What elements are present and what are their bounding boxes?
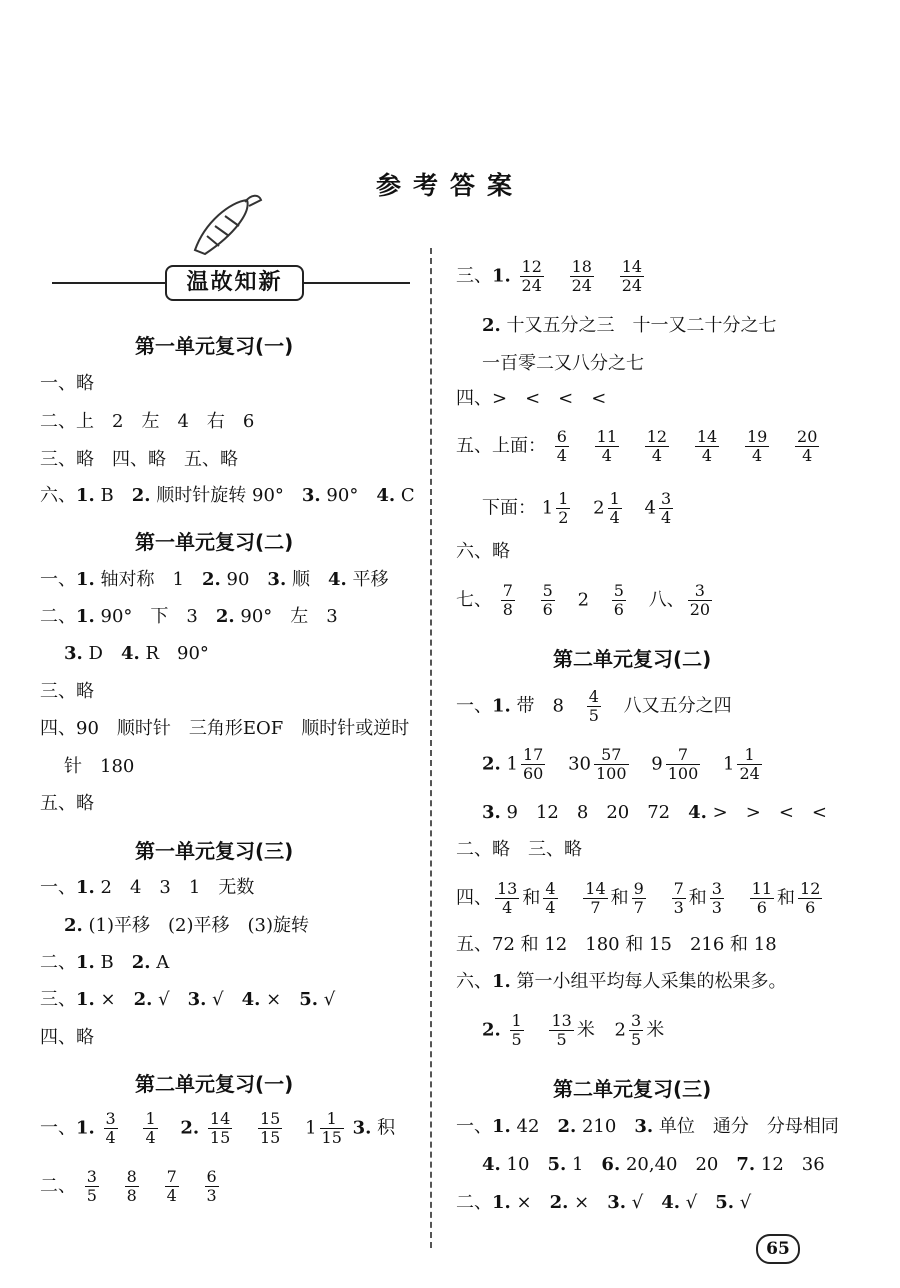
fraction: $\frac{12}{6}$ <box>800 879 821 917</box>
fraction: $\frac{5}{6}$ <box>613 581 624 619</box>
answer-line: 三、略 <box>40 681 94 702</box>
section-heading: 第二单元复习(三) <box>553 1077 712 1101</box>
answer-line: 下面： 1 $\frac{1}{2}$ 2 $\frac{1}{4}$ 4 $\frac{3}{4}$ <box>482 489 672 527</box>
fraction: $\frac{1}{24}$ <box>739 745 760 783</box>
fraction: $\frac{3}{4}$ <box>105 1109 116 1147</box>
fraction: $\frac{1}{15}$ <box>321 1109 342 1147</box>
answer-line: 一、1. $\frac{3}{4}$ $\frac{1}{4}$ 2. $\frac{14}{15}$ $\frac{15}{15}$ 1 $\frac{1}{15}$ 3. 积 <box>40 1109 396 1147</box>
answer-line: 二、1. B 2. A <box>40 952 170 973</box>
answer-line: 2. $\frac{1}{5}$ $\frac{13}{5}$ 米 2 $\frac{3}{5}$ 米 <box>482 1011 665 1049</box>
answer-line: 五、上面： $\frac{6}{4}$ $\frac{11}{4}$ $\frac{12}{4}$ $\frac{14}{4}$ $\frac{19}{4}$ $\frac{20}{4}$ <box>456 427 818 465</box>
fraction: $\frac{3}{3}$ <box>711 879 722 917</box>
section-heading: 第二单元复习(一) <box>135 1072 294 1096</box>
answer-line: 四、略 <box>40 1027 94 1048</box>
fraction: $\frac{3}{5}$ <box>86 1167 97 1205</box>
answer-line: 一、1. 带 8 $\frac{4}{5}$ 八又五分之四 <box>456 687 732 725</box>
answer-line: 六、1. B 2. 顺时针旋转 90° 3. 90° 4. C <box>40 485 415 506</box>
fraction: $\frac{3}{20}$ <box>689 581 711 619</box>
page-title: 参考答案 <box>375 171 524 200</box>
answer-line: 3. D 4. R 90° <box>64 643 209 664</box>
fraction: $\frac{3}{5}$ <box>631 1011 642 1049</box>
column-divider <box>430 248 432 1248</box>
fraction: $\frac{1}{5}$ <box>511 1011 522 1049</box>
fraction: $\frac{18}{24}$ <box>571 257 592 295</box>
banner-line-right <box>300 282 410 284</box>
fraction: $\frac{14}{7}$ <box>585 879 606 917</box>
fraction: $\frac{12}{4}$ <box>646 427 668 465</box>
fraction: $\frac{7}{100}$ <box>667 745 699 783</box>
fraction: $\frac{13}{4}$ <box>497 879 518 917</box>
fraction: $\frac{8}{8}$ <box>126 1167 137 1205</box>
fraction: $\frac{12}{24}$ <box>521 257 542 295</box>
answer-line: 四、 $\frac{13}{4}$ 和 $\frac{4}{4}$ $\frac{14}{7}$ 和 $\frac{9}{7}$ $\frac{7}{3}$ 和 $\frac{3}{3}$ $\frac{11}{6}$ 和 $\frac{12}{6}$ <box>456 879 821 917</box>
answer-line: 六、1. 第一小组平均每人采集的松果多。 <box>456 971 787 992</box>
carrot-icon <box>185 192 265 262</box>
banner-line-left <box>52 282 167 284</box>
fraction: $\frac{11}{4}$ <box>596 427 618 465</box>
answer-line: 四、90 顺时针 三角形EOF 顺时针或逆时 <box>40 718 410 739</box>
fraction: $\frac{14}{24}$ <box>621 257 643 295</box>
answer-line: 一、1. 轴对称 1 2. 90 3. 顺 4. 平移 <box>40 569 389 590</box>
fraction: $\frac{19}{4}$ <box>746 427 768 465</box>
fraction: $\frac{7}{3}$ <box>673 879 684 917</box>
section-banner: 温故知新 <box>165 265 304 301</box>
answer-line: 三、1. $\frac{12}{24}$ $\frac{18}{24}$ $\frac{14}{24}$ <box>456 257 643 295</box>
fraction: $\frac{7}{4}$ <box>166 1167 177 1205</box>
answer-line: 三、1. × 2. √ 3. √ 4. × 5. √ <box>40 989 336 1010</box>
answer-line: 二、1. 90° 下 3 2. 90° 左 3 <box>40 606 338 627</box>
answer-line: 2. (1)平移 (2)平移 (3)旋转 <box>64 915 310 936</box>
answer-line: 七、 $\frac{7}{8}$ $\frac{5}{6}$ 2 $\frac{5}{6}$ 八、 $\frac{3}{20}$ <box>456 581 711 619</box>
fraction: $\frac{9}{7}$ <box>633 879 644 917</box>
fraction: $\frac{6}{3}$ <box>206 1167 217 1205</box>
answer-line: 一、1. 42 2. 210 3. 单位 通分 分母相同 <box>456 1116 839 1137</box>
answer-line: 三、略 四、略 五、略 <box>40 449 238 470</box>
section-heading: 第一单元复习(三) <box>135 839 294 863</box>
answer-line: 一、略 <box>40 373 94 394</box>
fraction: $\frac{1}{2}$ <box>558 489 569 527</box>
answer-line: 2. 1 $\frac{17}{60}$ 30 $\frac{57}{100}$ 9 $\frac{7}{100}$ 1 $\frac{1}{24}$ <box>482 745 760 783</box>
fraction: $\frac{6}{4}$ <box>556 427 567 465</box>
answer-line: 二、 $\frac{3}{5}$ $\frac{8}{8}$ $\frac{7}{4}$ $\frac{6}{3}$ <box>40 1167 217 1205</box>
fraction: $\frac{1}{4}$ <box>609 489 620 527</box>
answer-line: 二、1. × 2. × 3. √ 4. √ 5. √ <box>456 1192 752 1213</box>
fraction: $\frac{14}{4}$ <box>696 427 718 465</box>
answer-line: 五、略 <box>40 793 94 814</box>
answer-line: 3. 9 12 8 20 72 4. > > < < <box>482 802 827 823</box>
fraction: $\frac{4}{4}$ <box>545 879 556 917</box>
answer-line: 二、略 三、略 <box>456 839 582 860</box>
answer-line: 二、上 2 左 4 右 6 <box>40 411 255 432</box>
fraction: $\frac{17}{60}$ <box>522 745 544 783</box>
section-heading: 第一单元复习(二) <box>135 530 294 554</box>
section-heading: 第二单元复习(二) <box>553 647 712 671</box>
section-heading: 第一单元复习(一) <box>135 334 294 358</box>
fraction: $\frac{11}{6}$ <box>751 879 773 917</box>
fraction: $\frac{20}{4}$ <box>797 427 818 465</box>
answer-line: 五、72 和 12 180 和 15 216 和 18 <box>456 934 777 955</box>
fraction: $\frac{57}{100}$ <box>595 745 627 783</box>
answer-line: 针 180 <box>64 756 135 777</box>
fraction: $\frac{14}{15}$ <box>209 1109 231 1147</box>
page-number: 65 <box>756 1234 800 1264</box>
answer-line: 2. 十又五分之三 十一又二十分之七 <box>482 315 777 336</box>
fraction: $\frac{13}{5}$ <box>551 1011 572 1049</box>
answer-line: 一、1. 2 4 3 1 无数 <box>40 877 255 898</box>
fraction: $\frac{4}{5}$ <box>588 687 599 725</box>
fraction: $\frac{7}{8}$ <box>502 581 513 619</box>
answer-line: 一百零二又八分之七 <box>482 353 644 374</box>
fraction: $\frac{5}{6}$ <box>542 581 553 619</box>
answer-line: 4. 10 5. 1 6. 20,40 20 7. 12 36 <box>482 1154 825 1175</box>
fraction: $\frac{3}{4}$ <box>660 489 672 527</box>
fraction: $\frac{1}{4}$ <box>145 1109 156 1147</box>
answer-line: 六、略 <box>456 541 510 562</box>
answer-line: 四、> < < < <box>456 388 607 409</box>
fraction: $\frac{15}{15}$ <box>260 1109 281 1147</box>
